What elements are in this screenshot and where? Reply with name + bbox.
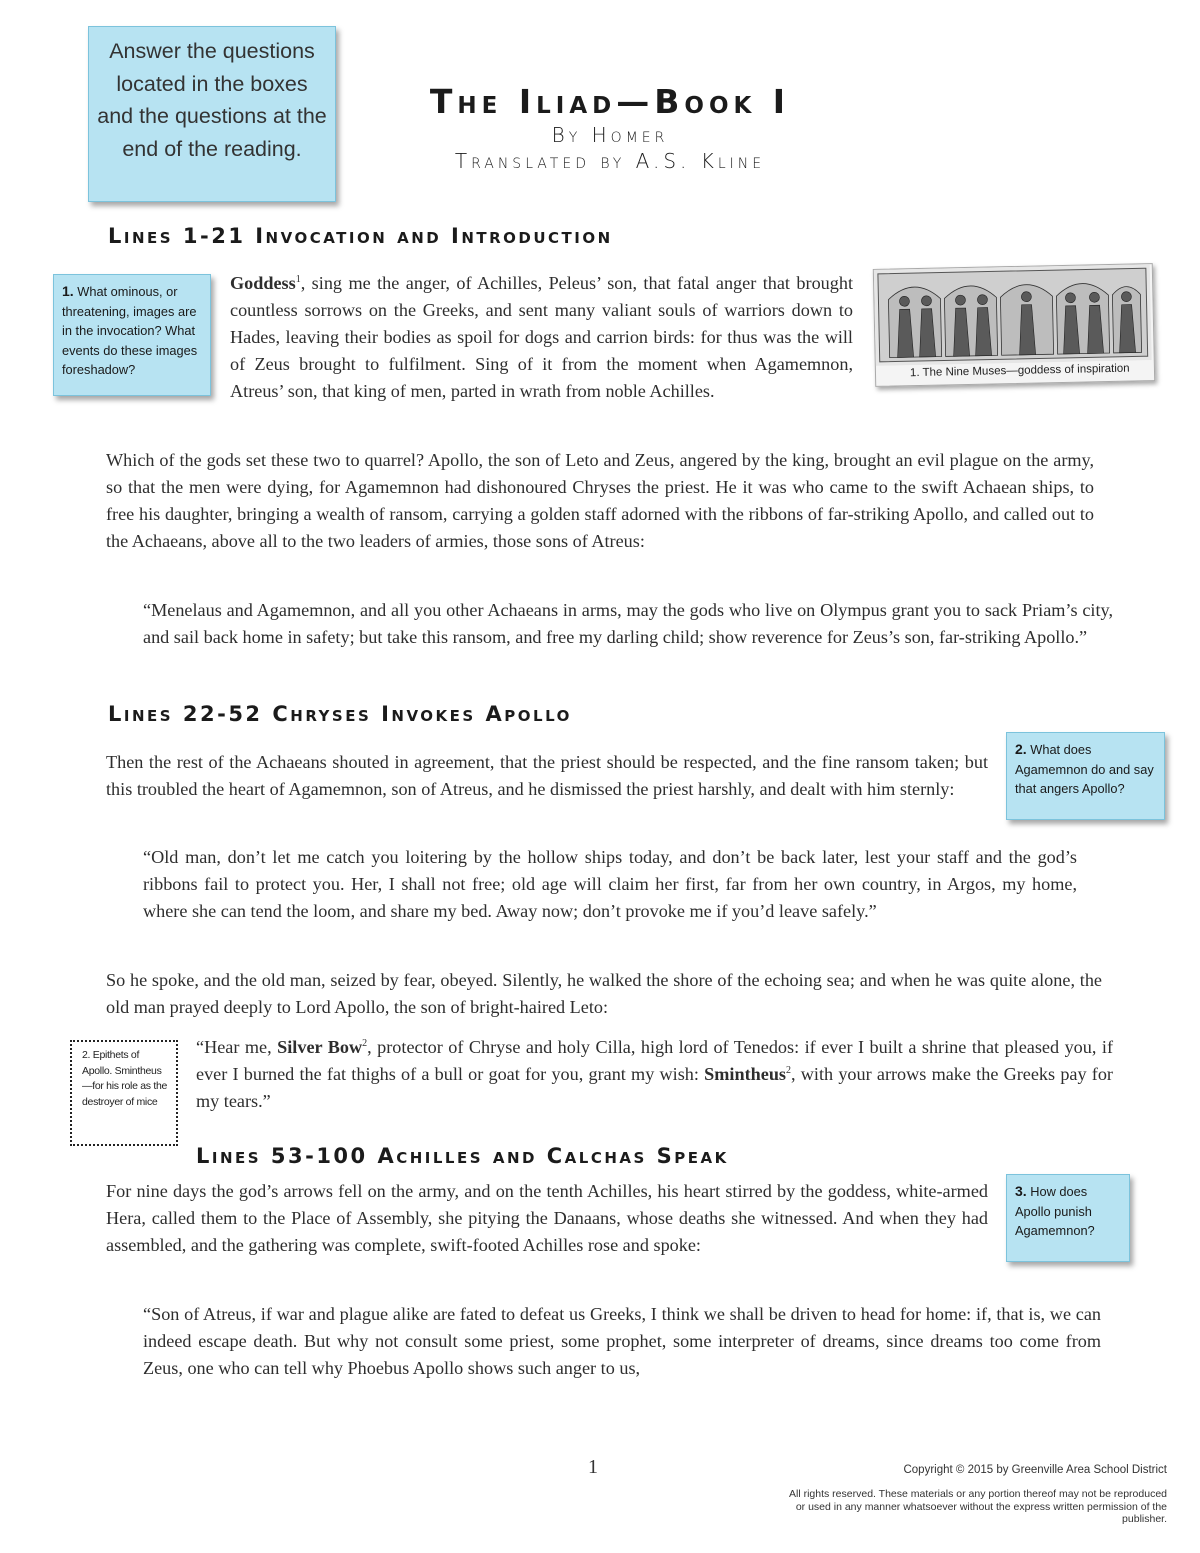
paragraph-2-text: Which of the gods set these two to quarrel? Apollo, the son of Leto and Zeus, angered by the king, brought an evil plague on the army, so that the men were dying, for Agamemnon had dishonoured Chryses the priest. He it was who came to the swift Achaean ships, to free his daughter, bringing a wealth of ransom, carrying a golden staff adorned with the ribbons of far-striking Apollo, and called out to the Achaeans, above all to the two leaders of armies, those sons of Atreus: <box>106 450 1094 551</box>
footnote-ref-1: 1 <box>295 273 301 285</box>
quote-agamemnon <box>143 844 1077 925</box>
copyright-line: Copyright © 2015 by Greenville Area School District <box>903 1464 1167 1476</box>
paragraph-8 <box>106 1178 988 1259</box>
quote-achilles <box>143 1301 1101 1382</box>
silver-bow-word: Silver Bow <box>277 1037 363 1057</box>
quote-chryses <box>143 597 1113 651</box>
question-text: How does Apollo punish Agamemnon? <box>1015 1184 1095 1238</box>
epithets-footnote-box <box>70 1040 178 1146</box>
prayer-text-c: , protector of Chryse and holy Cilla, high lord of Tenedos: if ever I built a shrine that pleased you, if ever I burned the fat thighs of a bull or goat for you, grant my wish: <box>196 1037 1113 1084</box>
question-text: What ominous, or threatening, images are in the invocation? What events do these images foreshadow? <box>62 284 198 377</box>
figure-caption: 1. The Nine Muses—goddess of inspiration <box>909 362 1130 380</box>
prayer-text-d: , with your arrows make the Greeks pay for my tears.” <box>196 1064 1113 1111</box>
question-number: 3. <box>1015 1183 1027 1199</box>
footnote-ref-2a: 2 <box>362 1037 368 1049</box>
question-number: 1. <box>62 283 74 299</box>
paragraph-1-text: , sing me the anger, of Achilles, Peleus’ son, that fatal anger that brought countless sorrows on the Greeks, and sent many valiant souls of warriors down to Hades, leaving their bodies as spoil for dogs and carrion birds: for thus was the will of Zeus brought to fulfilment. Sing of it from the moment when Agamemnon, Atreus’ son, that king of men, parted in wrath from noble Achilles. <box>230 273 853 401</box>
paragraph-4-text: Then the rest of the Achaeans shouted in agreement, that the priest should be respected, and the fine ransom taken; but this troubled the heart of Agamemnon, son of Atreus, and he dismissed the priest harshly, and dealt with him sternly: <box>106 752 988 799</box>
section-heading-1: Lines 1-21 Invocation and Introduction <box>108 224 613 248</box>
quote-agamemnon-text: “Old man, don’t let me catch you loitering by the hollow ships today, and don’t be back later, lest your staff and the god’s ribbons fail to protect you. Her, I shall not free; old age will claim her first, far from her own country, in Argos, my home, where she can tend the loom, and share my bed. Away now; don’t provoke me if you’d leave safely.” <box>143 847 1077 921</box>
paragraph-1 <box>230 270 853 405</box>
section-heading-3: Lines 53-100 Achilles and Calchas Speak <box>196 1144 729 1168</box>
section-heading-2: Lines 22-52 Chryses Invokes Apollo <box>108 702 572 726</box>
author-line: By Homer <box>551 123 669 147</box>
prayer-text-a: “Hear me, <box>196 1037 278 1057</box>
muses-relief-icon <box>874 264 1152 366</box>
quote-prayer <box>196 1034 1113 1115</box>
question-box-2 <box>1006 732 1165 820</box>
page-title-block <box>330 82 890 174</box>
question-text: What does Agamemnon do and say that angers Apollo? <box>1015 742 1154 796</box>
question-box-3 <box>1006 1174 1130 1262</box>
rights-notice: All rights reserved. These materials or any portion thereof may not be reproduced or used in any manner whatsoever without the express written permission of the publisher. <box>789 1488 1167 1525</box>
footnote-ref-2b: 2 <box>786 1064 792 1076</box>
paragraph-4 <box>106 749 988 803</box>
paragraph-6-text: So he spoke, and the old man, seized by fear, obeyed. Silently, he walked the shore of the echoing sea; and when he was quite alone, the old man prayed deeply to Lord Apollo, the son of bright-haired Leto: <box>106 970 1102 1017</box>
translator-line: Translated by A.S. Kline <box>454 149 766 173</box>
goddess-word: Goddess <box>230 273 296 293</box>
question-number: 2. <box>1015 741 1027 757</box>
paragraph-6 <box>106 967 1102 1021</box>
nine-muses-image <box>873 263 1155 387</box>
quote-chryses-text: “Menelaus and Agamemnon, and all you other Achaeans in arms, may the gods who live on Olympus grant you to sack Priam’s city, and sail back home in safety; but take this ransom, and free my darling child; show reverence for Zeus’s son, far-striking Apollo.” <box>143 600 1113 647</box>
instructions-box <box>88 26 336 202</box>
instructions-text: Answer the questions located in the boxes and the questions at the end of the reading. <box>97 39 327 161</box>
page-number: 1 <box>588 1456 598 1478</box>
question-box-1 <box>53 274 211 396</box>
epithets-footnote-text: 2. Epithets of Apollo. Smintheus—for his role as the destroyer of mice <box>82 1049 168 1108</box>
paragraph-2 <box>106 447 1094 555</box>
smintheus-word: Smintheus <box>704 1064 787 1084</box>
quote-achilles-text: “Son of Atreus, if war and plague alike are fated to defeat us Greeks, I think we shall be driven to head for home: if, that is, we can indeed escape death. But why not consult some priest, some prophet, some interpreter of dreams, since dreams too come from Zeus, one who can tell why Phoebus Apollo shows such anger to us, <box>143 1304 1101 1378</box>
page-title: The Iliad—Book I <box>429 82 791 121</box>
paragraph-8-text: For nine days the god’s arrows fell on the army, and on the tenth Achilles, his heart stirred by the goddess, white-armed Hera, called them to the Place of Assembly, she pitying the Danaans, whose deaths she witnessed. And when they had assembled, and the gathering was complete, swift-footed Achilles rose and spoke: <box>106 1181 988 1255</box>
